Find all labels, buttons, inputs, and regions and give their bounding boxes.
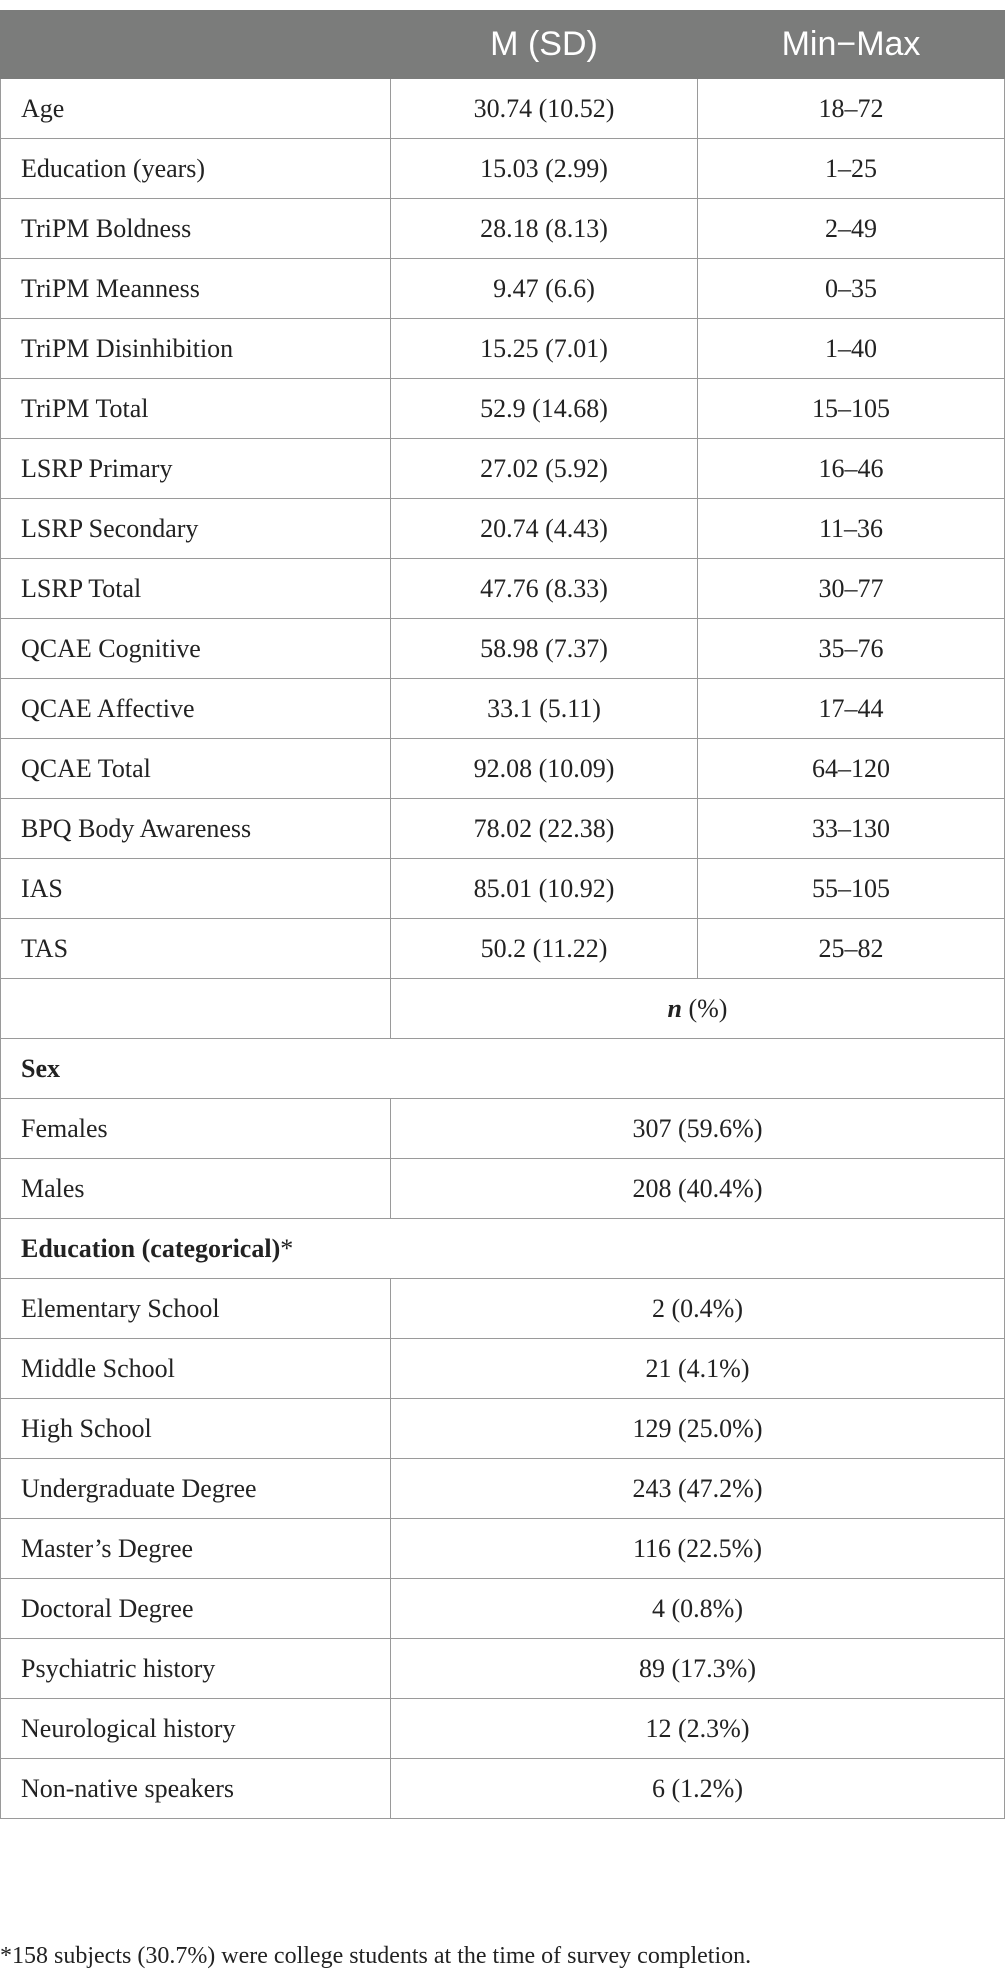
table-row <box>1 1699 1005 1759</box>
table-row <box>1 1459 1005 1519</box>
row-label: TriPM Disinhibition <box>1 319 391 379</box>
table-row <box>1 1519 1005 1579</box>
table-row <box>1 319 1005 379</box>
row-m-sd: 27.02 (5.92) <box>391 439 698 499</box>
table-row <box>1 1639 1005 1699</box>
row-range: 18–72 <box>698 79 1005 139</box>
table-row <box>1 499 1005 559</box>
header-blank <box>1 11 391 79</box>
row-m-sd: 9.47 (6.6) <box>391 259 698 319</box>
table-row <box>1 439 1005 499</box>
table-row <box>1 1579 1005 1639</box>
table-row <box>1 559 1005 619</box>
row-count: 129 (25.0%) <box>391 1399 1005 1459</box>
table-row <box>1 1279 1005 1339</box>
row-m-sd: 15.25 (7.01) <box>391 319 698 379</box>
row-count: 2 (0.4%) <box>391 1279 1005 1339</box>
row-m-sd: 78.02 (22.38) <box>391 799 698 859</box>
row-m-sd: 50.2 (11.22) <box>391 919 698 979</box>
row-count: 243 (47.2%) <box>391 1459 1005 1519</box>
row-label: LSRP Primary <box>1 439 391 499</box>
education-title: Education (categorical) <box>21 1233 281 1263</box>
table-row <box>1 1759 1005 1819</box>
table-row <box>1 139 1005 199</box>
row-label: BPQ Body Awareness <box>1 799 391 859</box>
row-count: 208 (40.4%) <box>391 1159 1005 1219</box>
row-range: 11–36 <box>698 499 1005 559</box>
row-label: High School <box>1 1399 391 1459</box>
row-label: Master’s Degree <box>1 1519 391 1579</box>
row-range: 0–35 <box>698 259 1005 319</box>
section-row-sex <box>1 1039 1005 1099</box>
table-row <box>1 1159 1005 1219</box>
table-row <box>1 619 1005 679</box>
row-label: QCAE Affective <box>1 679 391 739</box>
row-label: Undergraduate Degree <box>1 1459 391 1519</box>
row-label: Psychiatric history <box>1 1639 391 1699</box>
table-header-row <box>1 11 1005 79</box>
table-row <box>1 859 1005 919</box>
row-range: 1–40 <box>698 319 1005 379</box>
row-range: 17–44 <box>698 679 1005 739</box>
row-range: 30–77 <box>698 559 1005 619</box>
row-label: QCAE Cognitive <box>1 619 391 679</box>
row-label: TAS <box>1 919 391 979</box>
row-count: 307 (59.6%) <box>391 1099 1005 1159</box>
table-row <box>1 1099 1005 1159</box>
row-range: 55–105 <box>698 859 1005 919</box>
row-m-sd: 20.74 (4.43) <box>391 499 698 559</box>
row-label: Neurological history <box>1 1699 391 1759</box>
row-label: Elementary School <box>1 1279 391 1339</box>
row-count: 89 (17.3%) <box>391 1639 1005 1699</box>
row-count: 4 (0.8%) <box>391 1579 1005 1639</box>
row-m-sd: 28.18 (8.13) <box>391 199 698 259</box>
table-row <box>1 679 1005 739</box>
education-footnote-marker: * <box>280 1233 294 1263</box>
table-row <box>1 739 1005 799</box>
table-row <box>1 199 1005 259</box>
row-range: 16–46 <box>698 439 1005 499</box>
table-row <box>1 259 1005 319</box>
table-row <box>1 799 1005 859</box>
count-header-n: n <box>667 993 682 1023</box>
row-label: Females <box>1 1099 391 1159</box>
row-count: 21 (4.1%) <box>391 1339 1005 1399</box>
row-label: LSRP Secondary <box>1 499 391 559</box>
table-row <box>1 1339 1005 1399</box>
row-m-sd: 47.76 (8.33) <box>391 559 698 619</box>
count-header-blank <box>1 979 391 1039</box>
row-label: Age <box>1 79 391 139</box>
row-m-sd: 15.03 (2.99) <box>391 139 698 199</box>
row-label: QCAE Total <box>1 739 391 799</box>
row-range: 2–49 <box>698 199 1005 259</box>
table-row <box>1 1399 1005 1459</box>
row-range: 15–105 <box>698 379 1005 439</box>
row-range: 33–130 <box>698 799 1005 859</box>
count-header <box>391 979 1005 1039</box>
count-header-pct: (%) <box>681 993 728 1023</box>
row-range: 25–82 <box>698 919 1005 979</box>
row-label: TriPM Boldness <box>1 199 391 259</box>
row-label: Middle School <box>1 1339 391 1399</box>
row-range: 35–76 <box>698 619 1005 679</box>
section-row-education <box>1 1219 1005 1279</box>
row-m-sd: 92.08 (10.09) <box>391 739 698 799</box>
row-label: Non-native speakers <box>1 1759 391 1819</box>
row-count: 12 (2.3%) <box>391 1699 1005 1759</box>
section-title-sex: Sex <box>1 1039 1005 1099</box>
row-label: TriPM Total <box>1 379 391 439</box>
row-range: 64–120 <box>698 739 1005 799</box>
row-m-sd: 30.74 (10.52) <box>391 79 698 139</box>
table-row <box>1 79 1005 139</box>
row-count: 6 (1.2%) <box>391 1759 1005 1819</box>
row-label: Males <box>1 1159 391 1219</box>
header-m-sd: M (SD) <box>391 11 698 79</box>
row-m-sd: 33.1 (5.11) <box>391 679 698 739</box>
section-title-education <box>1 1219 1005 1279</box>
count-header-row <box>1 979 1005 1039</box>
row-label: Doctoral Degree <box>1 1579 391 1639</box>
table-container <box>0 10 1004 1819</box>
row-count: 116 (22.5%) <box>391 1519 1005 1579</box>
descriptive-statistics-table <box>0 10 1005 1819</box>
header-min-max: Min−Max <box>698 11 1005 79</box>
table-footnote: *158 subjects (30.7%) were college students at the time of survey completion. <box>0 1943 752 1969</box>
table-row <box>1 919 1005 979</box>
row-m-sd: 85.01 (10.92) <box>391 859 698 919</box>
row-m-sd: 58.98 (7.37) <box>391 619 698 679</box>
row-m-sd: 52.9 (14.68) <box>391 379 698 439</box>
row-label: IAS <box>1 859 391 919</box>
row-label: TriPM Meanness <box>1 259 391 319</box>
row-label: LSRP Total <box>1 559 391 619</box>
row-label: Education (years) <box>1 139 391 199</box>
table-row <box>1 379 1005 439</box>
row-range: 1–25 <box>698 139 1005 199</box>
